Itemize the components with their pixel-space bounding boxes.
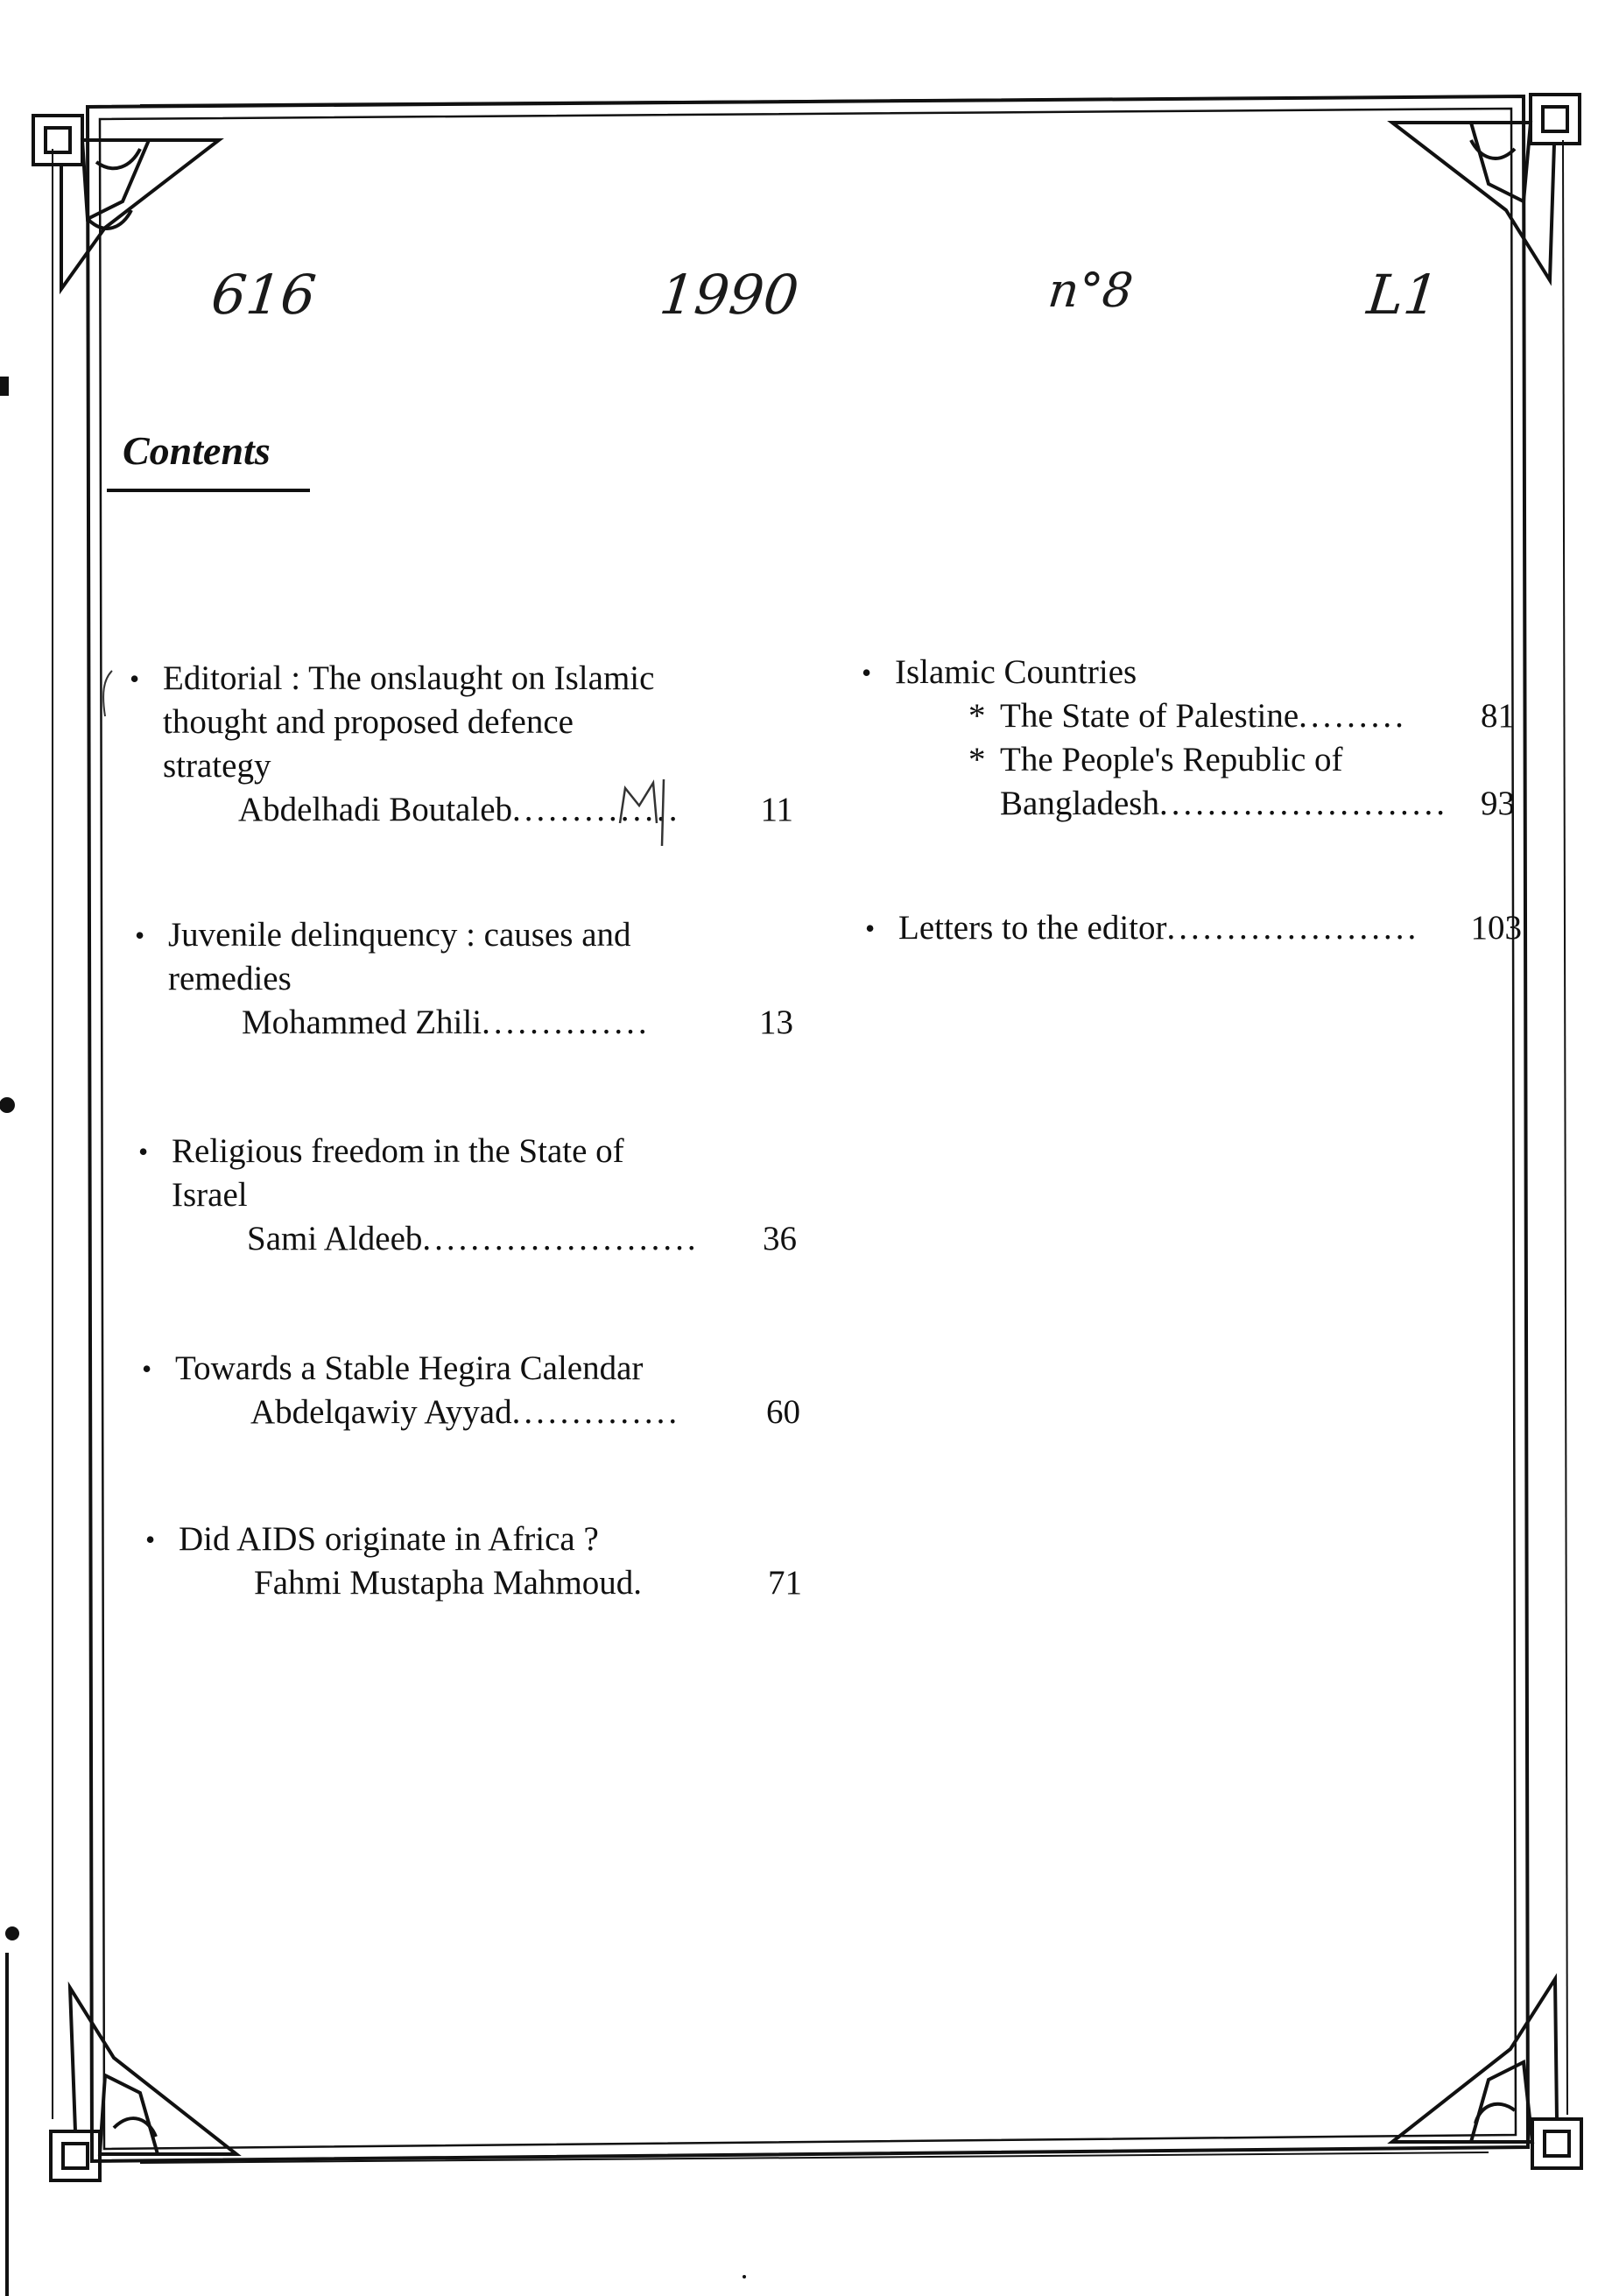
sub-entry-title: Bangladesh <box>1000 785 1159 822</box>
bullet-icon: • <box>142 1353 152 1384</box>
toc-entry-editorial <box>130 657 793 832</box>
editor-initial-mark <box>613 771 674 849</box>
entry-page-number: 36 <box>763 1220 797 1257</box>
handwritten-code: 616 <box>208 263 320 327</box>
entry-page-number: 13 <box>759 1004 793 1041</box>
entry-row <box>898 906 1522 950</box>
sub-entry-page-number: 81 <box>1481 697 1515 735</box>
sub-entry-page-number: 93 <box>1481 785 1515 822</box>
bullet-icon: • <box>865 912 876 944</box>
sub-entry-row <box>1000 694 1515 738</box>
leader-dots: ....................... <box>422 1220 700 1257</box>
entry-page-number: 60 <box>766 1393 800 1431</box>
leader-dots: ........................ <box>1158 785 1448 822</box>
bullet-icon: • <box>135 919 145 951</box>
entry-author: Abdelhadi Boutaleb <box>238 791 513 828</box>
bullet-icon: • <box>862 657 872 688</box>
asterisk-icon: * <box>968 697 986 735</box>
leader-dots: .............. <box>482 1004 651 1041</box>
entry-author: Abdelqawiy Ayyad <box>250 1393 512 1431</box>
corner-ornament-bottom-right-icon <box>1392 1979 1581 2168</box>
bullet-icon: • <box>138 1136 149 1167</box>
entry-title-line: Israel <box>172 1176 248 1214</box>
entry-title-line: strategy <box>163 747 271 785</box>
corner-ornament-top-right-icon <box>1392 95 1580 280</box>
entry-title-line: thought and proposed defence <box>163 703 574 741</box>
entry-page-number: 11 <box>760 791 793 828</box>
toc-entry-religious-freedom <box>138 1130 802 1261</box>
toc-entry-hegira-calendar <box>142 1347 806 1434</box>
entry-author: Sami Aldeeb <box>247 1220 423 1257</box>
entry-title-line: Letters to the editor <box>898 909 1167 947</box>
sub-entry-title: The State of Palestine <box>1000 697 1299 735</box>
entry-author-row <box>242 1001 793 1045</box>
handwritten-ref: L1 <box>1364 263 1442 327</box>
leader-dots: ......... <box>1299 697 1407 735</box>
entry-title-line: Did AIDS originate in Africa ? <box>179 1520 599 1558</box>
page-title: Contents <box>123 428 271 473</box>
entry-author-row <box>250 1391 800 1434</box>
sub-entry-title: The People's Republic of <box>1000 741 1343 778</box>
leader-dots: .............. <box>511 1393 681 1431</box>
entry-author-row <box>247 1217 797 1261</box>
toc-entry-aids <box>145 1518 809 1605</box>
entry-title-line: Religious freedom in the State of <box>172 1132 624 1170</box>
leader-dots: .............. <box>512 791 681 828</box>
title-underline <box>107 489 310 492</box>
handwritten-year: 1990 <box>657 263 802 327</box>
entry-page-number: 103 <box>1470 909 1522 947</box>
entry-title-line: remedies <box>168 960 292 997</box>
entry-author-row <box>254 1561 802 1605</box>
entry-title-line: Islamic Countries <box>895 653 1137 691</box>
corner-ornament-top-left-icon <box>33 116 219 289</box>
asterisk-icon: * <box>968 741 986 778</box>
entry-author: Mohammed Zhili <box>242 1004 482 1041</box>
handwritten-issue: n°8 <box>1045 263 1136 318</box>
toc-entry-letters <box>865 906 1529 950</box>
margin-pencil-mark <box>98 667 116 720</box>
corner-ornament-bottom-left-icon <box>51 1988 236 2180</box>
entry-title-line: Editorial : The onslaught on Islamic <box>163 659 655 697</box>
bullet-icon: • <box>130 663 140 694</box>
entry-author-row <box>238 788 793 832</box>
sub-entry-palestine <box>968 694 1515 738</box>
entry-title-line: Juvenile delinquency : causes and <box>168 916 631 954</box>
entry-title-line: Towards a Stable Hegira Calendar <box>175 1349 644 1387</box>
sub-entry-row <box>1000 782 1515 826</box>
toc-entry-juvenile <box>135 913 799 1045</box>
sub-entry-bangladesh <box>968 738 1515 826</box>
bullet-icon: • <box>145 1524 156 1555</box>
leader-dots: ..................... <box>1166 909 1420 947</box>
toc-entry-islamic-countries <box>862 651 1525 826</box>
entry-author: Fahmi Mustapha Mahmoud. <box>254 1564 643 1602</box>
entry-page-number: 71 <box>768 1564 802 1602</box>
